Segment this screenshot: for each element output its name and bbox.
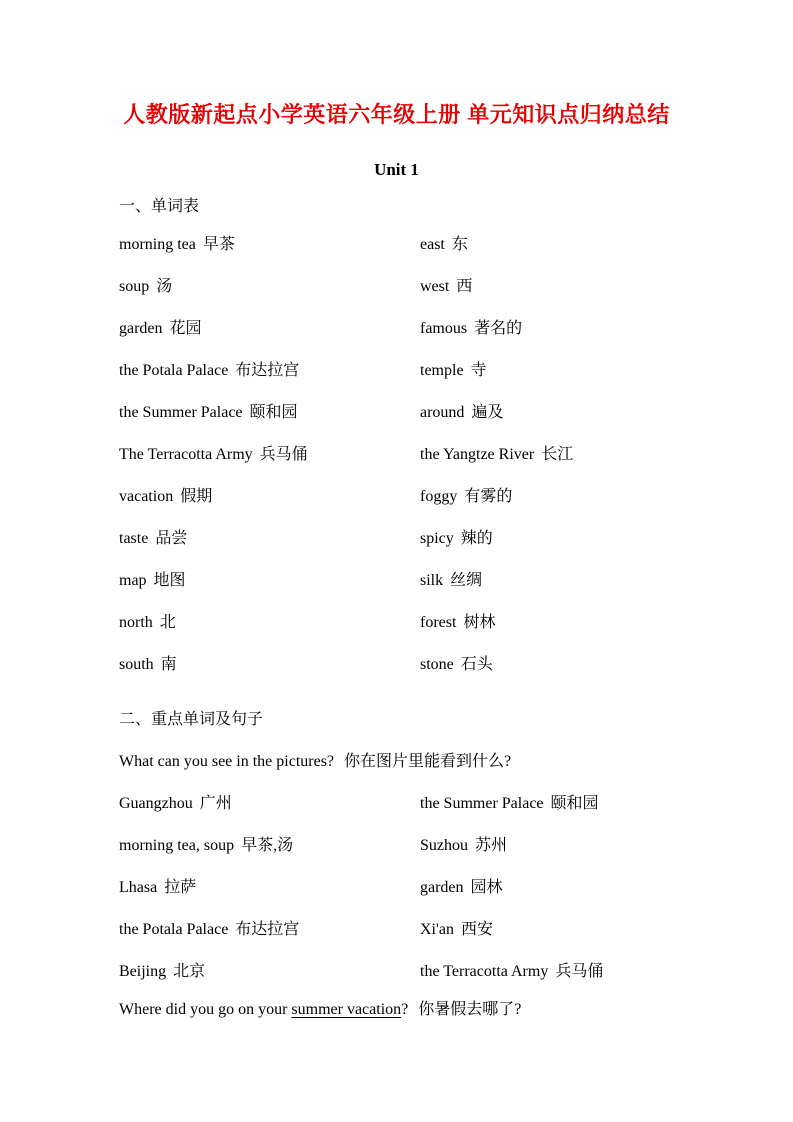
english-word: the Terracotta Army — [420, 963, 549, 980]
vocab-row — [420, 836, 713, 856]
vocab-row — [420, 487, 713, 507]
english-word: soup — [119, 278, 150, 295]
english-word: Beijing — [119, 963, 167, 980]
vocab-row — [119, 920, 420, 940]
english-word: the Potala Palace — [119, 362, 229, 379]
chinese-translation: 假期 — [180, 488, 213, 505]
chinese-translation: 有雾的 — [464, 488, 513, 505]
vocab-row — [420, 445, 713, 465]
english-word: east — [420, 236, 445, 253]
vocab-row — [420, 529, 713, 549]
vocab-row — [420, 571, 713, 591]
chinese-translation: 品尝 — [155, 530, 188, 547]
vocab-table-section1 — [119, 235, 713, 675]
vocab-row — [119, 571, 420, 591]
vocab-row — [420, 277, 713, 297]
vocab-row — [119, 235, 420, 255]
english-word: map — [119, 572, 147, 589]
chinese-translation: 苏州 — [475, 837, 508, 854]
english-word: famous — [420, 320, 468, 337]
chinese-translation: 辣的 — [460, 530, 493, 547]
english-word: north — [119, 614, 153, 631]
sentence-what-can-you-see — [119, 752, 713, 772]
chinese-translation: 著名的 — [474, 320, 523, 337]
vocab-row — [119, 655, 420, 675]
chinese-translation: 西安 — [460, 921, 493, 938]
vocab-row — [420, 655, 713, 675]
chinese-translation: 兵马俑 — [259, 446, 308, 463]
vocab-row — [420, 920, 713, 940]
english-word: the Summer Palace — [420, 795, 544, 812]
vocab-column-right — [420, 794, 713, 982]
chinese-translation: 长江 — [541, 446, 574, 463]
chinese-translation: 寺 — [470, 362, 487, 379]
english-word: stone — [420, 656, 454, 673]
vocab-column-left — [119, 235, 420, 675]
vocab-row — [119, 794, 420, 814]
chinese-translation: 颐和园 — [550, 795, 599, 812]
english-word: Guangzhou — [119, 795, 193, 812]
chinese-translation: 广州 — [199, 795, 232, 812]
chinese-translation: 地图 — [153, 572, 186, 589]
vocab-row — [119, 836, 420, 856]
chinese-translation: 拉萨 — [164, 879, 197, 896]
section1-heading: 一、单词表 — [119, 198, 200, 215]
vocab-column-left — [119, 794, 420, 982]
english-word: temple — [420, 362, 464, 379]
english-word: around — [420, 404, 465, 421]
vocab-row — [420, 794, 713, 814]
english-word: foggy — [420, 488, 458, 505]
vocab-row — [119, 445, 420, 465]
document-body — [119, 197, 713, 1020]
vocab-row — [119, 878, 420, 898]
vocab-row — [119, 962, 420, 982]
chinese-translation: 树林 — [463, 614, 496, 631]
english-word: Xi'an — [420, 921, 454, 938]
vocab-row — [420, 361, 713, 381]
section2-heading: 二、重点单词及句子 — [119, 711, 264, 728]
chinese-translation: 北京 — [173, 963, 206, 980]
vocab-row — [420, 613, 713, 633]
chinese-translation: 兵马俑 — [555, 963, 604, 980]
vocab-row — [119, 487, 420, 507]
chinese-translation: 南 — [160, 656, 177, 673]
english-word: the Summer Palace — [119, 404, 243, 421]
vocab-row — [420, 235, 713, 255]
sentence-where-did-you-go — [119, 1000, 713, 1020]
chinese-translation: 东 — [451, 236, 468, 253]
chinese-translation: 园林 — [470, 879, 503, 896]
english-word: morning tea, soup — [119, 837, 235, 854]
english-word: west — [420, 278, 450, 295]
sentence-english: What can you see in the pictures? — [119, 753, 335, 770]
english-word: taste — [119, 530, 149, 547]
chinese-translation: 颐和园 — [249, 404, 298, 421]
chinese-translation: 遍及 — [471, 404, 504, 421]
vocab-row — [119, 277, 420, 297]
chinese-translation: 花园 — [169, 320, 202, 337]
chinese-translation: 丝绸 — [450, 572, 483, 589]
chinese-translation: 汤 — [156, 278, 173, 295]
vocab-row — [119, 319, 420, 339]
english-word: the Yangtze River — [420, 446, 535, 463]
chinese-translation: 石头 — [460, 656, 493, 673]
english-word: garden — [119, 320, 163, 337]
english-word: garden — [420, 879, 464, 896]
chinese-translation: 早茶 — [202, 236, 235, 253]
english-word: morning tea — [119, 236, 196, 253]
english-word: spicy — [420, 530, 454, 547]
english-word: vacation — [119, 488, 174, 505]
vocab-row — [119, 403, 420, 423]
sentence-chinese: 你暑假去哪了? — [418, 1001, 522, 1018]
english-word: Lhasa — [119, 879, 158, 896]
vocab-row — [119, 361, 420, 381]
document-title: 人教版新起点小学英语六年级上册 单元知识点归纳总结 — [123, 102, 670, 127]
chinese-translation: 北 — [159, 614, 176, 631]
vocab-row — [420, 403, 713, 423]
chinese-translation: 布达拉宫 — [235, 362, 300, 379]
sentence-chinese: 你在图片里能看到什么? — [344, 753, 512, 770]
chinese-translation: 早茶,汤 — [241, 837, 294, 854]
vocab-row — [119, 529, 420, 549]
vocab-row — [420, 319, 713, 339]
chinese-translation: 西 — [456, 278, 473, 295]
english-word: Suzhou — [420, 837, 468, 854]
unit-heading: Unit 1 — [374, 160, 419, 179]
chinese-translation: 布达拉宫 — [235, 921, 300, 938]
sentence-english-suffix: ? — [401, 1001, 409, 1018]
english-word: The Terracotta Army — [119, 446, 253, 463]
english-word: the Potala Palace — [119, 921, 229, 938]
vocab-column-right — [420, 235, 713, 675]
english-word: south — [119, 656, 154, 673]
english-word: silk — [420, 572, 444, 589]
underlined-phrase: summer vacation — [291, 1001, 402, 1018]
vocab-row — [420, 962, 713, 982]
sentence-english-prefix: Where did you go on your — [119, 1001, 288, 1018]
english-word: forest — [420, 614, 457, 631]
vocab-row — [119, 613, 420, 633]
vocab-row — [420, 878, 713, 898]
vocab-table-section2 — [119, 794, 713, 982]
